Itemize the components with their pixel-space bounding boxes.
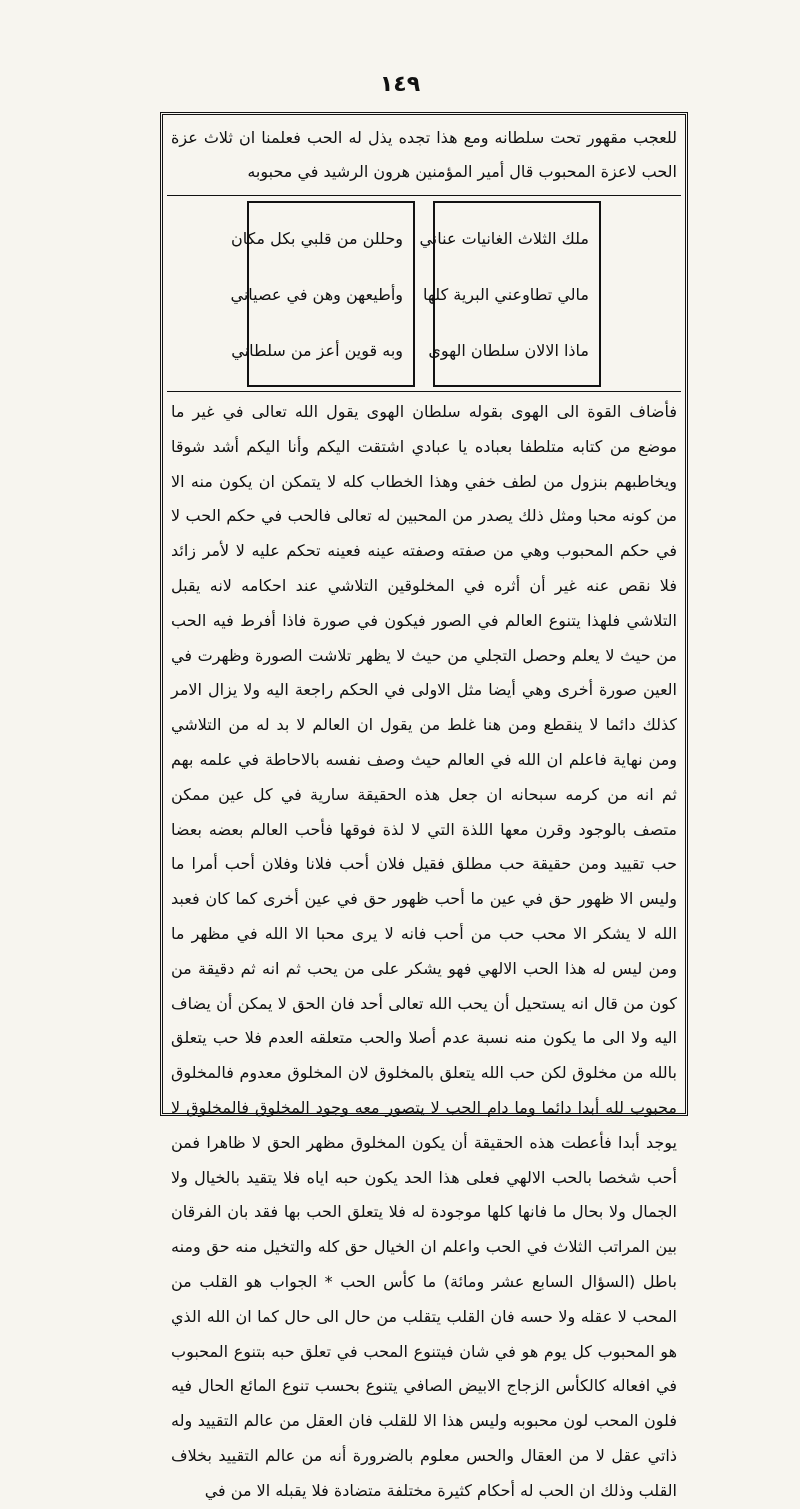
poem-left-column [230, 201, 415, 387]
poem-right-column [419, 201, 601, 387]
verse-line: وبه قوين أعز من سلطاني [231, 341, 403, 360]
verse-line: ملك الثلاث الغانيات عناني [419, 229, 589, 248]
body-text [171, 395, 677, 1500]
page-number: ١٤٩ [379, 72, 421, 97]
intro-text: للعجب مقهور تحت سلطانه ومع هذا تجده يذل له الحب فعلمنا ان ثلاث عزة الحب لاعزة المحبوب قال أمير المؤمنين هرون الرشيد في محبوبه [171, 128, 677, 181]
page-frame [160, 112, 688, 1500]
verse-line: مالي تطاوعني البرية كلها [423, 285, 589, 304]
poem-block [230, 201, 601, 387]
verse-line: وأطيعهن وهن في عصياني [230, 285, 403, 304]
rule-bottom [167, 391, 681, 392]
body-paragraph: فأضاف القوة الى الهوى بقوله سلطان الهوى يقول الله تعالى في غير ما موضع من كتابه متلطفا بعباده يا عبادي اشتقت اليكم وأنا اليكم أشد شوقا ويخاطبهم بنزول من لطف خفي وهذا الخطاب كله لا يتمكن ان يكون منه الا من كونه محبا ومثل ذلك يصدر من المحبين له تعالى فالحب في حكم الحب لا في حكم المحبوب وهي من صفته وصفته عينه فعينه تحكم عليه لا لأمر زائد فلا نقص عنه غير أن أثره في المخلوقين التلاشي عند احكامه لانه يقبل التلاشي فلهذا يتنوع العالم في الصور فيكون في صورة فاذا أفرط فيه الحب من حيث لا يعلم وحصل التجلي من حيث لا يظهر تلاشت الصورة وظهرت في العين صورة أخرى وهي أيضا مثل الاولى في الحكم راجعة اليه ولا يزال الامر كذلك دائما لا ينقطع ومن هنا غلط من يقول ان العالم لا بد له من التلاشي ومن نهاية فاعلم ان الله في العالم حيث وصف نفسه بالاحاطة في علمه بهم ثم انه من كرمه سبحانه ان جعل هذه الحقيقة سارية في كل عين ممكن متصف بالوجود وقرن معها اللذة التي لا لذة فوقها فأحب العالم بعضه بعضا حب تقييد ومن حقيقة حب مطلق فقيل فلان أحب فلانا وفلان أحب أمرا ما وليس الا ظهور حق في عين ما أحب ظهور حق في عين أخرى كما كان فعبد الله لا يشكر الا محب حب من أحب فانه لا يرى محبا الا الله في مظهر ما ومن ليس له هذا الحب الالهي فهو يشكر على من يحب ثم انه ثم دقيقة من كون من قال انه يستحيل أن يحب الله تعالى أحد فان الحق لا يمكن أن يضاف اليه ولا الى ما يكون منه نسبة عدم أصلا والحب متعلقه العدم فلا حب يتعلق بالله من مخلوق لكن حب الله يتعلق بالمخلوق لان المخلوق معدوم فالمخلوق محبوب لله أبدا دائما وما دام الحب لا يتصور معه وجود المخلوق فالمخلوق لا يوجد أبدا فأعطت هذه الحقيقة أن يكون المخلوق مظهر الحق لا ظاهرا فمن أحب شخصا بالحب الالهي فعلى هذا الحد يكون حبه اياه فلا يتقيد بالخيال ولا الجمال ولا بحال ما فانها كلها موجودة له فلا يتعلق الحب بها فقد بان الفرقان بين المراتب الثلاث في الحب واعلم ان الخيال حق كله والتخيل منه حق ومنه باطل (السؤال السابع عشر ومائة) ما كأس الحب * الجواب هو القلب من المحب لا عقله ولا حسه فان القلب يتقلب من حال الى حال كما ان الله الذي هو المحبوب كل يوم هو في شان فيتنوع المحب في تعلق حبه بتنوع المحبوب في افعاله كالكأس الزجاج الابيض الصافي يتنوع بحسب تنوع المائع الحال فيه فلون المحب لون محبوبه وليس هذا الا للقلب فان العقل من عالم التقييد وله ذاتي عقل لا من العقال والحس معلوم بالضرورة أنه من عالم التقييد بخلاف القلب وذلك ان الحب له أحكام كثيرة مختلفة متضادة فلا يقبله الا من في [171, 402, 677, 1500]
rule-top [167, 195, 681, 196]
verse-line: ماذا الالان سلطان الهوى [428, 341, 589, 360]
verse-line: وحللن من قلبي بكل مكان [230, 229, 403, 248]
